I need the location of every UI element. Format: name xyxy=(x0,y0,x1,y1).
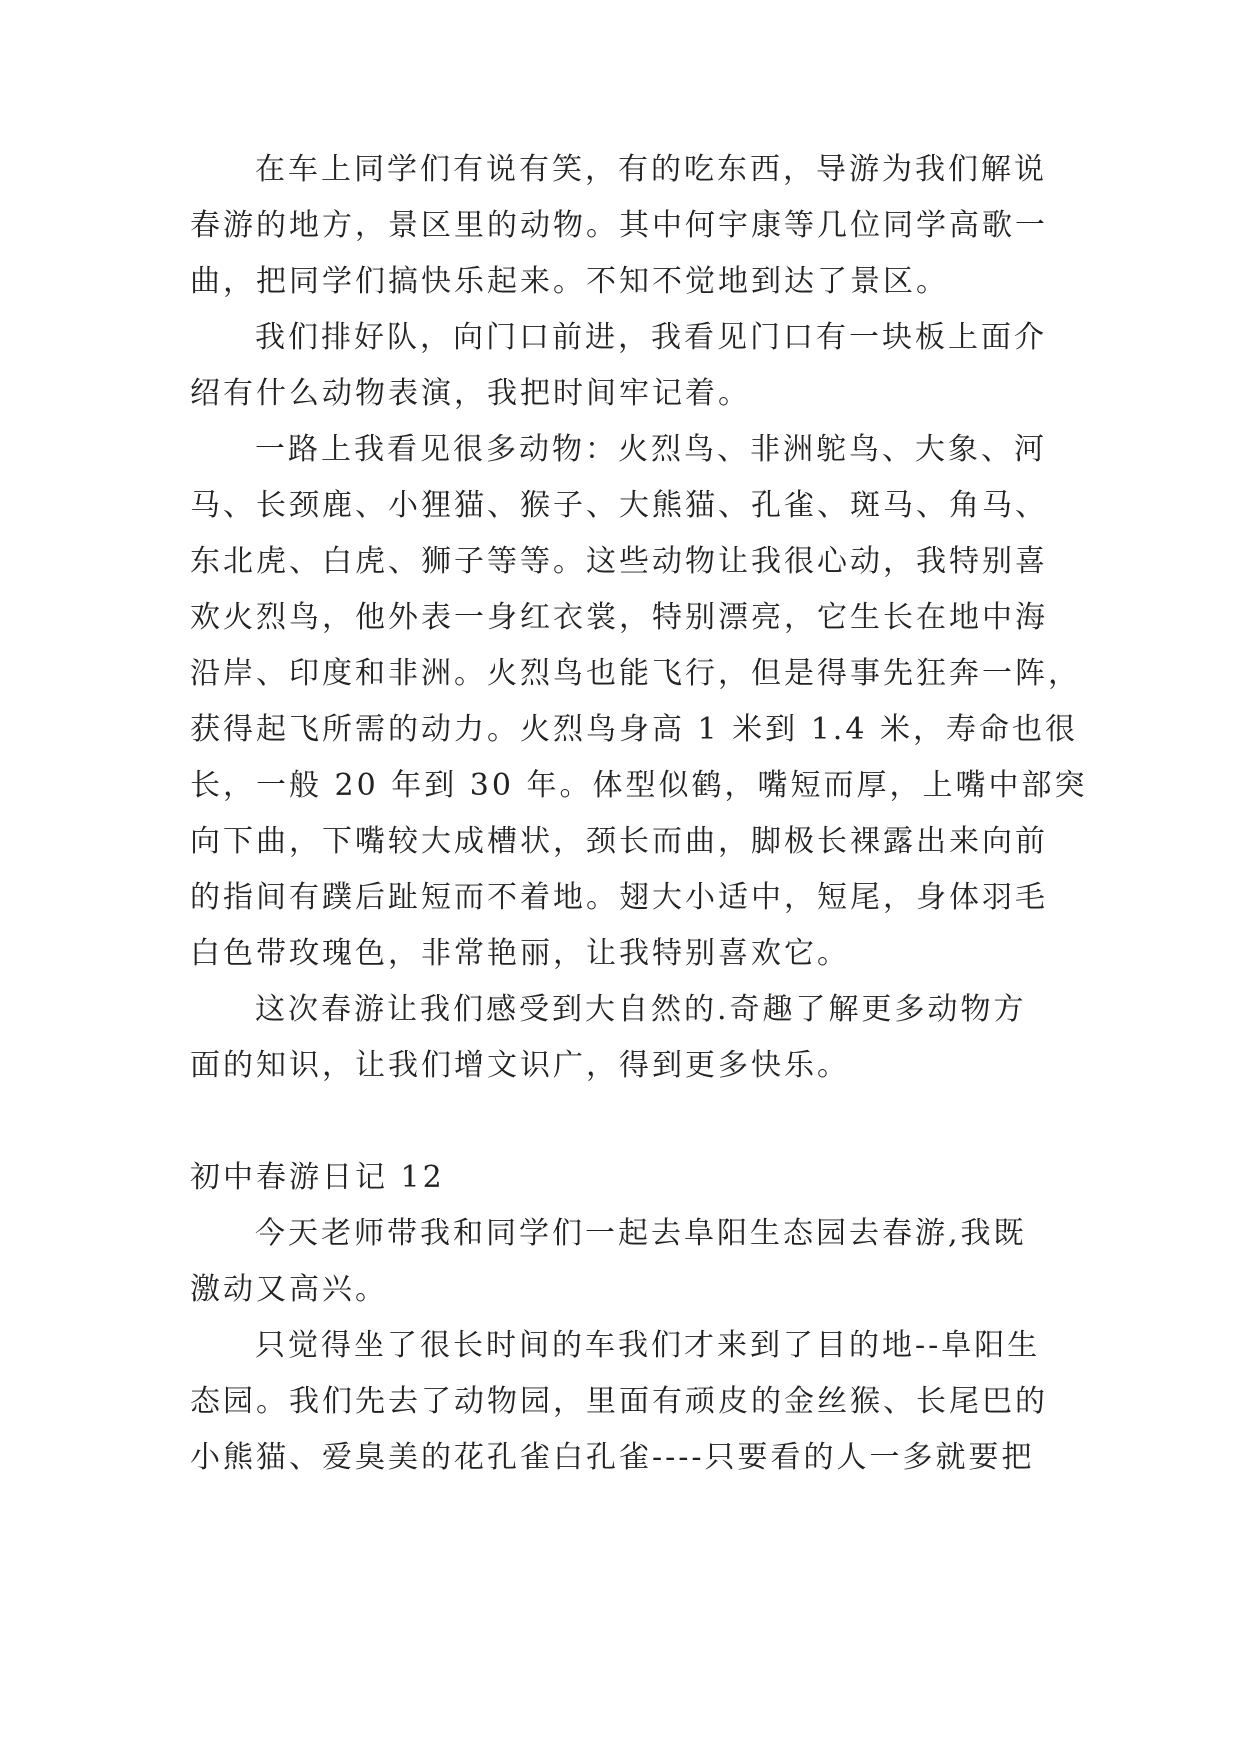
paragraph-line: 只觉得坐了很长时间的车我们才来到了目的地--阜阳生 xyxy=(255,1328,1041,1363)
section-title: 初中春游日记 12 xyxy=(190,1160,445,1195)
paragraph-line: 马、长颈鹿、小狸猫、猴子、大熊猫、孔雀、斑马、角马、 xyxy=(190,488,1048,523)
paragraph-line: 获得起飞所需的动力。火烈鸟身高 1 米到 1.4 米，寿命也很 xyxy=(190,712,1078,747)
paragraph-line: 在车上同学们有说有笑，有的吃东西，导游为我们解说 xyxy=(255,152,1047,187)
paragraph-line: 面的知识，让我们增文识广，得到更多快乐。 xyxy=(190,1048,850,1083)
paragraph-line: 春游的地方，景区里的动物。其中何宇康等几位同学高歌一 xyxy=(190,208,1048,243)
paragraph-line: 长，一般 20 年到 30 年。体型似鹤，嘴短而厚，上嘴中部突 xyxy=(190,768,1088,803)
paragraph-line: 一路上我看见很多动物：火烈鸟、非洲鸵鸟、大象、河 xyxy=(255,432,1047,467)
paragraph-line: 这次春游让我们感受到大自然的.奇趣了解更多动物方 xyxy=(255,992,1027,1027)
paragraph-line: 绍有什么动物表演，我把时间牢记着。 xyxy=(190,376,751,411)
paragraph-line: 的指间有蹼后趾短而不着地。翅大小适中，短尾，身体羽毛 xyxy=(190,880,1048,915)
paragraph-line: 白色带玫瑰色，非常艳丽，让我特别喜欢它。 xyxy=(190,936,850,971)
paragraph-line: 态园。我们先去了动物园，里面有顽皮的金丝猴、长尾巴的 xyxy=(190,1384,1048,1419)
paragraph-line: 曲，把同学们搞快乐起来。不知不觉地到达了景区。 xyxy=(190,264,949,299)
paragraph-line: 向下曲，下嘴较大成槽状，颈长而曲，脚极长裸露出来向前 xyxy=(190,824,1048,859)
paragraph-line: 今天老师带我和同学们一起去阜阳生态园去春游,我既 xyxy=(255,1216,1027,1251)
paragraph-line: 我们排好队，向门口前进，我看见门口有一块板上面介 xyxy=(255,320,1047,355)
paragraph-line: 东北虎、白虎、狮子等等。这些动物让我很心动，我特别喜 xyxy=(190,544,1048,579)
paragraph-line: 小熊猫、爱臭美的花孔雀白孔雀----只要看的人一多就要把 xyxy=(190,1440,1035,1475)
paragraph-line: 欢火烈鸟，他外表一身红衣裳，特别漂亮，它生长在地中海 xyxy=(190,600,1048,635)
paragraph-line: 激动又高兴。 xyxy=(190,1272,388,1307)
paragraph-line: 沿岸、印度和非洲。火烈鸟也能飞行，但是得事先狂奔一阵， xyxy=(190,656,1081,691)
